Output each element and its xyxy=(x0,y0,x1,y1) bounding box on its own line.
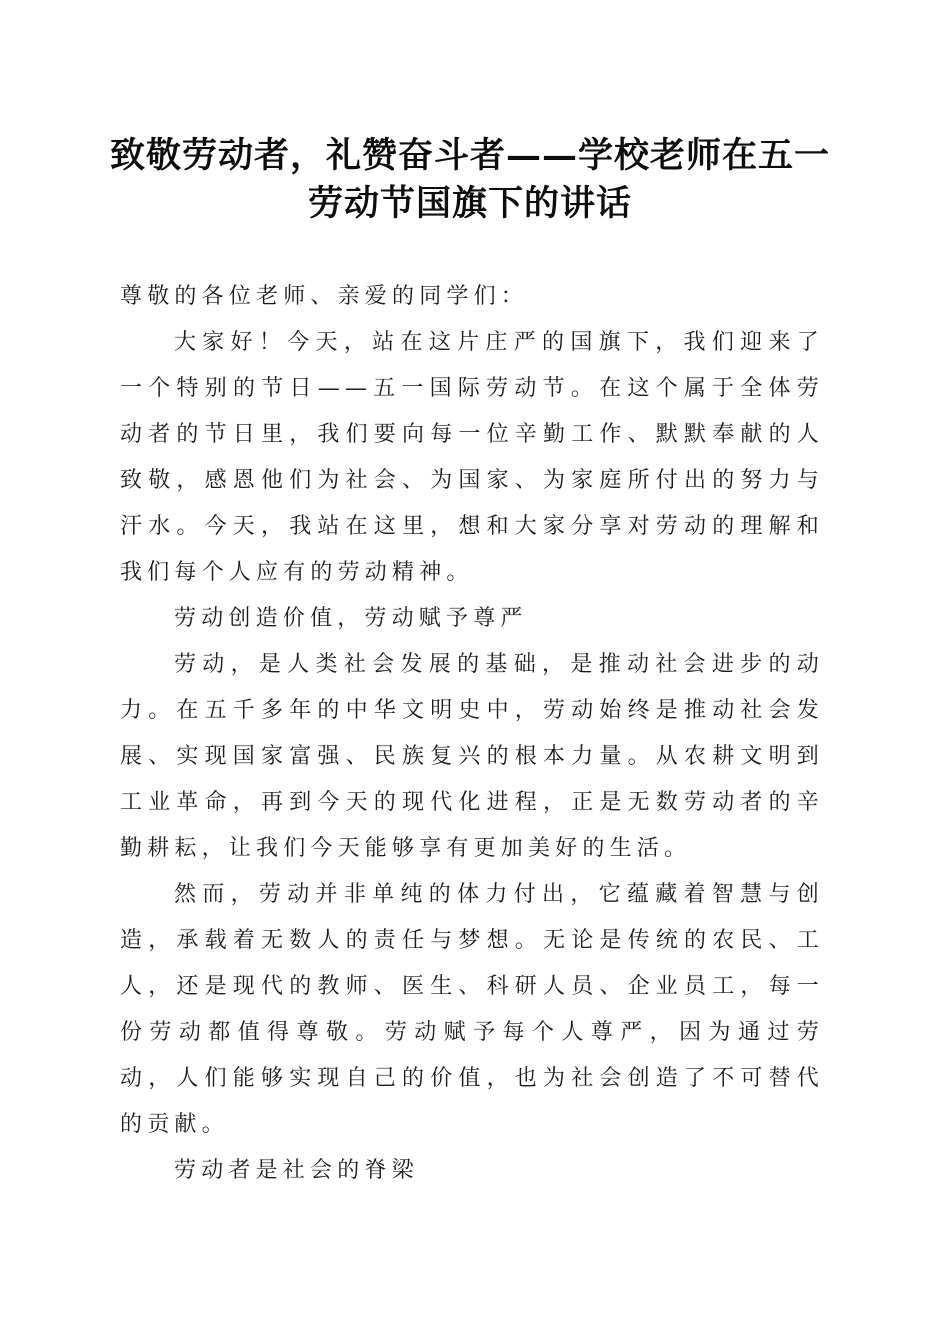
paragraph-labor-foundation: 劳动，是人类社会发展的基础，是推动社会进步的动力。在五千多年的中华文明史中，劳动始终是推动社会发展、实现国家富强、民族复兴的根本力量。从农耕文明到工业革命，再到今天的现代化进程，正是无数劳动者的辛勤耕耘，让我们今天能够享有更加美好的生活。 xyxy=(120,652,824,861)
salutation: 尊敬的各位老师、亲爱的同学们： xyxy=(120,284,529,309)
paragraph-greeting: 大家好！今天，站在这片庄严的国旗下，我们迎来了一个特别的节日——五一国际劳动节。在这个属于全体劳动者的节日里，我们要向每一位辛勤工作、默默奉献的人致敬，感恩他们为社会、为国家、为家庭所付出的努力与汗水。今天，我站在这里，想和大家分享对劳动的理解和我们每个人应有的劳动精神。 xyxy=(120,330,824,585)
speech-body xyxy=(120,274,824,1194)
section-heading-labor-value: 劳动创造价值，劳动赋予尊严 xyxy=(174,606,528,631)
page-title: 致敬劳动者，礼赞奋斗者——学校老师在五一劳动节国旗下的讲话 xyxy=(110,135,831,224)
section-heading-workers-backbone: 劳动者是社会的脊梁 xyxy=(174,1158,419,1183)
paragraph-labor-dignity: 然而，劳动并非单纯的体力付出，它蕴藏着智慧与创造，承载着无数人的责任与梦想。无论是传统的农民、工人，还是现代的教师、医生、科研人员、企业员工，每一份劳动都值得尊敬。劳动赋予每个人尊严，因为通过劳动，人们能够实现自己的价值，也为社会创造了不可替代的贡献。 xyxy=(120,882,824,1137)
